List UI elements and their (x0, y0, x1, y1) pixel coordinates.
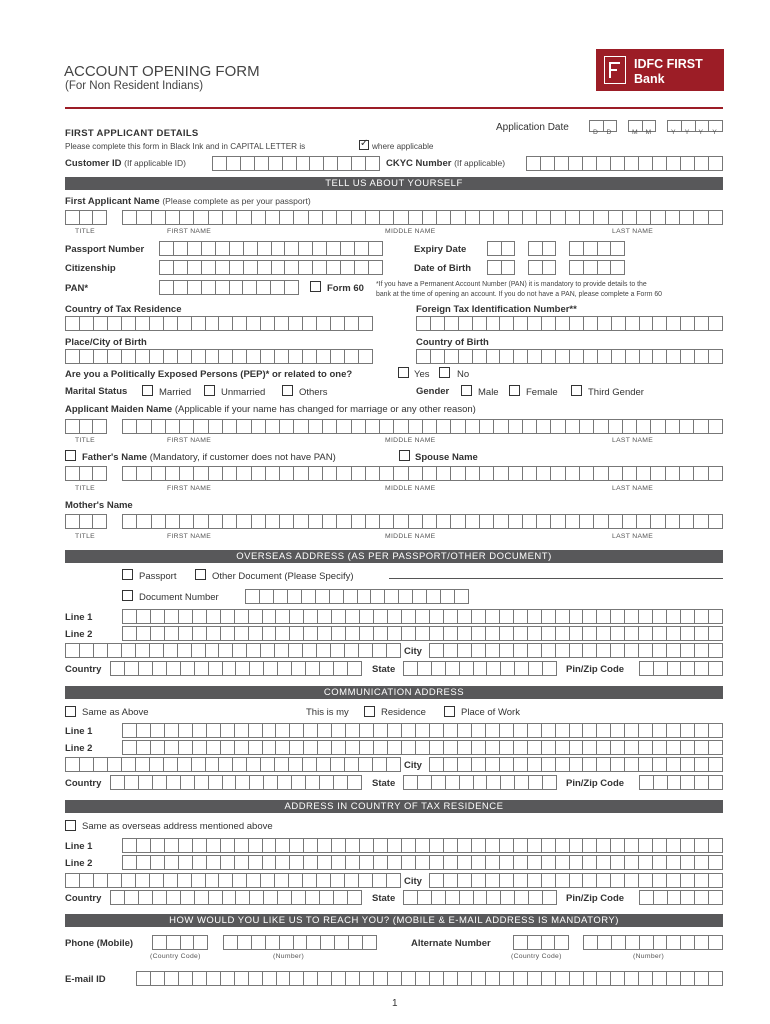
comm-line3-input[interactable] (65, 757, 401, 772)
dob-month[interactable] (528, 260, 556, 275)
name-title-input[interactable] (65, 210, 107, 225)
tax-city-input[interactable] (429, 873, 723, 888)
form-subtitle: (For Non Resident Indians) (65, 80, 204, 92)
app-date-day[interactable]: D D (589, 120, 617, 132)
middle-name-caption: MIDDLE NAME (385, 437, 436, 444)
tax-pin-label: Pin/Zip Code (566, 893, 625, 904)
others-checkbox[interactable] (282, 385, 293, 396)
comm-city-label: City (404, 760, 422, 771)
tax-state-label: State (372, 893, 396, 904)
overseas-line1-input[interactable] (122, 609, 723, 624)
section-reach-header: HOW WOULD YOU LIKE US TO REACH YOU? (MOBILE & E-MAIL ADDRESS IS MANDATORY) (65, 914, 723, 927)
alt-country-code-caption: (Country Code) (511, 953, 562, 960)
section-overseas-header: OVERSEAS ADDRESS (AS PER PASSPORT/OTHER DOCUMENT) (65, 550, 723, 563)
maiden-name-label: Applicant Maiden Name (Applicable if your name has changed for marriage or any other reason) (65, 404, 476, 415)
comm-line1-label: Line 1 (65, 726, 93, 737)
form-title: ACCOUNT OPENING FORM (64, 63, 260, 80)
header-divider (65, 107, 723, 109)
maiden-name-input[interactable] (122, 419, 723, 434)
pan-note-1: *If you have a Permanent Account Number (PAN) it is mandatory to provide details to the (376, 281, 647, 288)
title-caption: TITLE (75, 533, 96, 540)
male-checkbox[interactable] (461, 385, 472, 396)
tax-city-label: City (404, 876, 422, 887)
father-name-input[interactable] (122, 466, 723, 481)
first-name-caption: FIRST NAME (167, 533, 212, 540)
alt-country-code-input[interactable] (513, 935, 569, 950)
foreign-tin-input[interactable] (416, 316, 723, 331)
first-name-caption: FIRST NAME (167, 485, 212, 492)
third-gender-checkbox[interactable] (571, 385, 582, 396)
place-birth-input[interactable] (65, 349, 373, 364)
expiry-month[interactable] (528, 241, 556, 256)
comm-city-input[interactable] (429, 757, 723, 772)
pep-yes-label: Yes (414, 369, 430, 380)
marital-label: Marital Status (65, 386, 128, 397)
page-number: 1 (392, 998, 398, 1009)
overseas-line3-input[interactable] (65, 643, 401, 658)
section-about-header: TELL US ABOUT YOURSELF (65, 177, 723, 190)
maiden-title-input[interactable] (65, 419, 107, 434)
middle-name-caption: MIDDLE NAME (385, 533, 436, 540)
other-doc-input[interactable] (389, 578, 723, 579)
passport-label: Passport Number (65, 244, 145, 255)
tax-line2-label: Line 2 (65, 858, 93, 869)
ckyc-label: CKYC Number (If applicable) (386, 158, 506, 169)
third-gender-label: Third Gender (588, 387, 644, 398)
comm-country-label: Country (65, 778, 102, 789)
same-as-overseas-checkbox[interactable] (65, 820, 76, 831)
passport-input[interactable] (159, 241, 383, 256)
last-name-caption: LAST NAME (612, 228, 654, 235)
middle-name-caption: MIDDLE NAME (385, 228, 436, 235)
unmarried-checkbox[interactable] (204, 385, 215, 396)
overseas-pin-label: Pin/Zip Code (566, 664, 625, 675)
tax-state-input[interactable] (403, 890, 557, 905)
father-title-input[interactable] (65, 466, 107, 481)
mother-name-label: Mother's Name (65, 500, 133, 511)
same-as-above-checkbox[interactable] (65, 706, 76, 717)
residence-checkbox[interactable] (364, 706, 375, 717)
other-doc-label: Other Document (Please Specify) (212, 571, 354, 582)
tax-line1-label: Line 1 (65, 841, 93, 852)
mother-title-input[interactable] (65, 514, 107, 529)
pep-no-label: No (457, 369, 470, 380)
doc-number-checkbox[interactable] (122, 590, 133, 601)
same-as-overseas-label: Same as overseas address mentioned above (82, 821, 273, 832)
tax-country-label: Country (65, 893, 102, 904)
pep-question: Are you a Politically Exposed Persons (PEP)* or related to one? (65, 369, 353, 380)
title-caption: TITLE (75, 485, 96, 492)
tax-country-input[interactable] (110, 890, 362, 905)
expiry-year[interactable] (569, 241, 625, 256)
female-label: Female (526, 387, 558, 398)
country-tax-input[interactable] (65, 316, 373, 331)
name-input[interactable] (122, 210, 723, 225)
section-communication-header: COMMUNICATION ADDRESS (65, 686, 723, 699)
same-as-above-label: Same as Above (82, 707, 149, 718)
form60-label: Form 60 (327, 283, 364, 294)
first-applicant-heading: FIRST APPLICANT DETAILS (65, 128, 199, 139)
phone-country-code-input[interactable] (152, 935, 208, 950)
first-applicant-name-label: First Applicant Name (Please complete as per your passport) (65, 196, 311, 207)
application-date-label: Application Date (496, 122, 569, 133)
overseas-city-input[interactable] (429, 643, 723, 658)
dob-day[interactable] (487, 260, 515, 275)
comm-line2-label: Line 2 (65, 743, 93, 754)
overseas-city-label: City (404, 646, 422, 657)
overseas-line2-label: Line 2 (65, 629, 93, 640)
residence-label: Residence (381, 707, 426, 718)
customer-id-label: Customer ID (If applicable ID) (65, 158, 187, 169)
title-caption: TITLE (75, 228, 96, 235)
tax-line3-input[interactable] (65, 873, 401, 888)
app-date-month[interactable]: M M (628, 120, 656, 132)
last-name-caption: LAST NAME (612, 533, 654, 540)
citizenship-input[interactable] (159, 260, 383, 275)
foreign-tin-label: Foreign Tax Identification Number** (416, 304, 577, 315)
middle-name-caption: MIDDLE NAME (385, 485, 436, 492)
pan-label: PAN* (65, 283, 89, 294)
country-tax-label: Country of Tax Residence (65, 304, 182, 315)
checkmark-example-icon: ✓ (360, 138, 369, 149)
place-birth-label: Place/City of Birth (65, 337, 147, 348)
expiry-day[interactable] (487, 241, 515, 256)
father-name-label: Father's Name (Mandatory, if customer does not have PAN) (82, 452, 336, 463)
overseas-state-input[interactable] (403, 661, 557, 676)
instruction-text-2: where applicable (372, 142, 434, 151)
passport-doc-checkbox[interactable] (122, 569, 133, 580)
last-name-caption: LAST NAME (612, 437, 654, 444)
unmarried-label: Unmarried (221, 387, 266, 398)
logo-text-1: IDFC FIRST (634, 57, 703, 71)
pep-no-checkbox[interactable] (439, 367, 450, 378)
tax-line2-input[interactable] (122, 855, 723, 870)
title-caption: TITLE (75, 437, 96, 444)
father-name-checkbox[interactable] (65, 450, 76, 461)
logo-mark-icon (604, 56, 626, 84)
spouse-name-label: Spouse Name (415, 452, 478, 463)
comm-line1-input[interactable] (122, 723, 723, 738)
citizenship-label: Citizenship (65, 263, 116, 274)
overseas-country-label: Country (65, 664, 102, 675)
alt-number-input[interactable] (583, 935, 723, 950)
country-birth-label: Country of Birth (416, 337, 489, 348)
spouse-name-checkbox[interactable] (399, 450, 410, 461)
alt-number-caption: (Number) (633, 953, 665, 960)
dob-year[interactable] (569, 260, 625, 275)
married-label: Married (159, 387, 192, 398)
gender-label: Gender (416, 386, 450, 397)
pep-yes-checkbox[interactable] (398, 367, 409, 378)
comm-pin-input[interactable] (639, 775, 723, 790)
tax-line1-input[interactable] (122, 838, 723, 853)
passport-doc-label: Passport (139, 571, 177, 582)
married-checkbox[interactable] (142, 385, 153, 396)
instruction-text: Please complete this form in Black Ink and in CAPITAL LETTER is (65, 142, 306, 151)
phone-country-code-caption: (Country Code) (150, 953, 201, 960)
this-is-my-label: This is my (306, 707, 349, 718)
phone-number-caption: (Number) (273, 953, 305, 960)
work-label: Place of Work (461, 707, 520, 718)
comm-line2-input[interactable] (122, 740, 723, 755)
male-label: Male (478, 387, 499, 398)
mother-name-input[interactable] (122, 514, 723, 529)
form60-checkbox[interactable] (310, 281, 321, 292)
doc-number-label: Document Number (139, 592, 219, 603)
work-checkbox[interactable] (444, 706, 455, 717)
overseas-line1-label: Line 1 (65, 612, 93, 623)
customer-id-input[interactable] (212, 156, 380, 171)
dob-label: Date of Birth (414, 263, 471, 274)
email-input[interactable] (136, 971, 723, 986)
tax-pin-input[interactable] (639, 890, 723, 905)
alternate-label: Alternate Number (411, 938, 491, 949)
overseas-country-input[interactable] (110, 661, 362, 676)
email-label: E-mail ID (65, 974, 106, 985)
comm-pin-label: Pin/Zip Code (566, 778, 625, 789)
app-date-year[interactable]: Y Y Y Y (667, 120, 723, 132)
bank-logo (596, 49, 724, 91)
overseas-line2-input[interactable] (122, 626, 723, 641)
others-label: Others (299, 387, 328, 398)
other-doc-checkbox[interactable] (195, 569, 206, 580)
phone-number-input[interactable] (223, 935, 377, 950)
comm-state-label: State (372, 778, 396, 789)
overseas-pin-input[interactable] (639, 661, 723, 676)
comm-country-input[interactable] (110, 775, 362, 790)
overseas-state-label: State (372, 664, 396, 675)
female-checkbox[interactable] (509, 385, 520, 396)
ckyc-input[interactable] (526, 156, 723, 171)
pan-note-2: bank at the time of opening an account. If you do not have a PAN, please complete a Form 60 (376, 291, 663, 298)
expiry-label: Expiry Date (414, 244, 467, 255)
comm-state-input[interactable] (403, 775, 557, 790)
section-tax-residence-header: ADDRESS IN COUNTRY OF TAX RESIDENCE (65, 800, 723, 813)
country-birth-input[interactable] (416, 349, 723, 364)
pan-input[interactable] (159, 280, 299, 295)
last-name-caption: LAST NAME (612, 485, 654, 492)
logo-text-2: Bank (634, 72, 665, 86)
first-name-caption: FIRST NAME (167, 228, 212, 235)
phone-label: Phone (Mobile) (65, 938, 134, 949)
doc-number-input[interactable] (245, 589, 469, 604)
first-name-caption: FIRST NAME (167, 437, 212, 444)
